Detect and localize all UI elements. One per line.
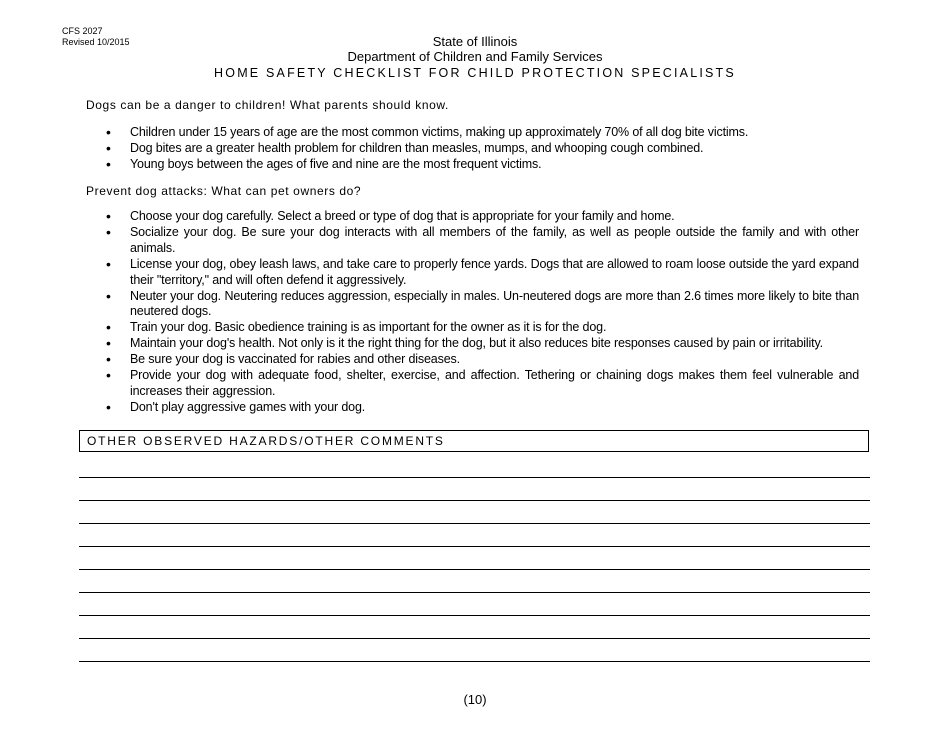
list-item: • Children under 15 years of age are the most common victims, making up approximately 70% of all dog bite victims. bbox=[106, 125, 859, 141]
page-number: (10) bbox=[463, 692, 487, 707]
list-item: • Don't play aggressive games with your dog. bbox=[106, 400, 859, 416]
form-revised-date: Revised 10/2015 bbox=[62, 37, 130, 47]
document-header bbox=[0, 34, 950, 81]
comment-line[interactable] bbox=[79, 615, 870, 616]
document-title: HOME SAFETY CHECKLIST FOR CHILD PROTECTION SPECIALISTS bbox=[214, 66, 736, 80]
comment-line[interactable] bbox=[79, 546, 870, 547]
list-item: • Choose your dog carefully. Select a breed or type of dog that is appropriate for your family and home. bbox=[106, 209, 859, 225]
state-name: State of Illinois bbox=[432, 34, 518, 49]
list-item: • Young boys between the ages of five and nine are the most frequent victims. bbox=[106, 157, 859, 173]
department-name: Department of Children and Family Services bbox=[347, 49, 603, 64]
danger-facts-list bbox=[106, 125, 859, 173]
comment-line[interactable] bbox=[79, 661, 870, 662]
section-heading-prevention: Prevent dog attacks: What can pet owners do? bbox=[86, 184, 362, 198]
comment-line[interactable] bbox=[79, 500, 870, 501]
list-item: • Neuter your dog. Neutering reduces aggression, especially in males. Un-neutered dogs are more than 2.6 times more likely to bite than neutered dogs. bbox=[106, 289, 859, 321]
list-item: • Dog bites are a greater health problem for children than measles, mumps, and whooping cough combined. bbox=[106, 141, 859, 157]
comment-line[interactable] bbox=[79, 592, 870, 593]
section-heading-dangers: Dogs can be a danger to children! What parents should know. bbox=[86, 98, 449, 112]
list-item: • Be sure your dog is vaccinated for rabies and other diseases. bbox=[106, 352, 859, 368]
comment-line[interactable] bbox=[79, 569, 870, 570]
comment-line[interactable] bbox=[79, 477, 870, 478]
form-number: CFS 2027 bbox=[62, 26, 103, 36]
comment-line[interactable] bbox=[79, 523, 870, 524]
list-item: • Train your dog. Basic obedience training is as important for the owner as it is for the dog. bbox=[106, 320, 859, 336]
prevention-tips-list bbox=[106, 209, 859, 416]
list-item: • Maintain your dog's health. Not only is it the right thing for the dog, but it also reduces bite responses caused by pain or irritability. bbox=[106, 336, 859, 352]
list-item: • License your dog, obey leash laws, and take care to properly fence yards. Dogs that are allowed to roam loose outside the yard expand their "territory," and will often defend it aggressively. bbox=[106, 257, 859, 289]
list-item: • Socialize your dog. Be sure your dog interacts with all members of the family, as well as people outside the family and with other animals. bbox=[106, 225, 859, 257]
list-item: • Provide your dog with adequate food, shelter, exercise, and affection. Tethering or chaining dogs makes them feel vulnerable and increases their aggression. bbox=[106, 368, 859, 400]
comment-line[interactable] bbox=[79, 638, 870, 639]
comments-label: OTHER OBSERVED HAZARDS/OTHER COMMENTS bbox=[87, 434, 445, 448]
comments-header-box bbox=[79, 430, 869, 452]
